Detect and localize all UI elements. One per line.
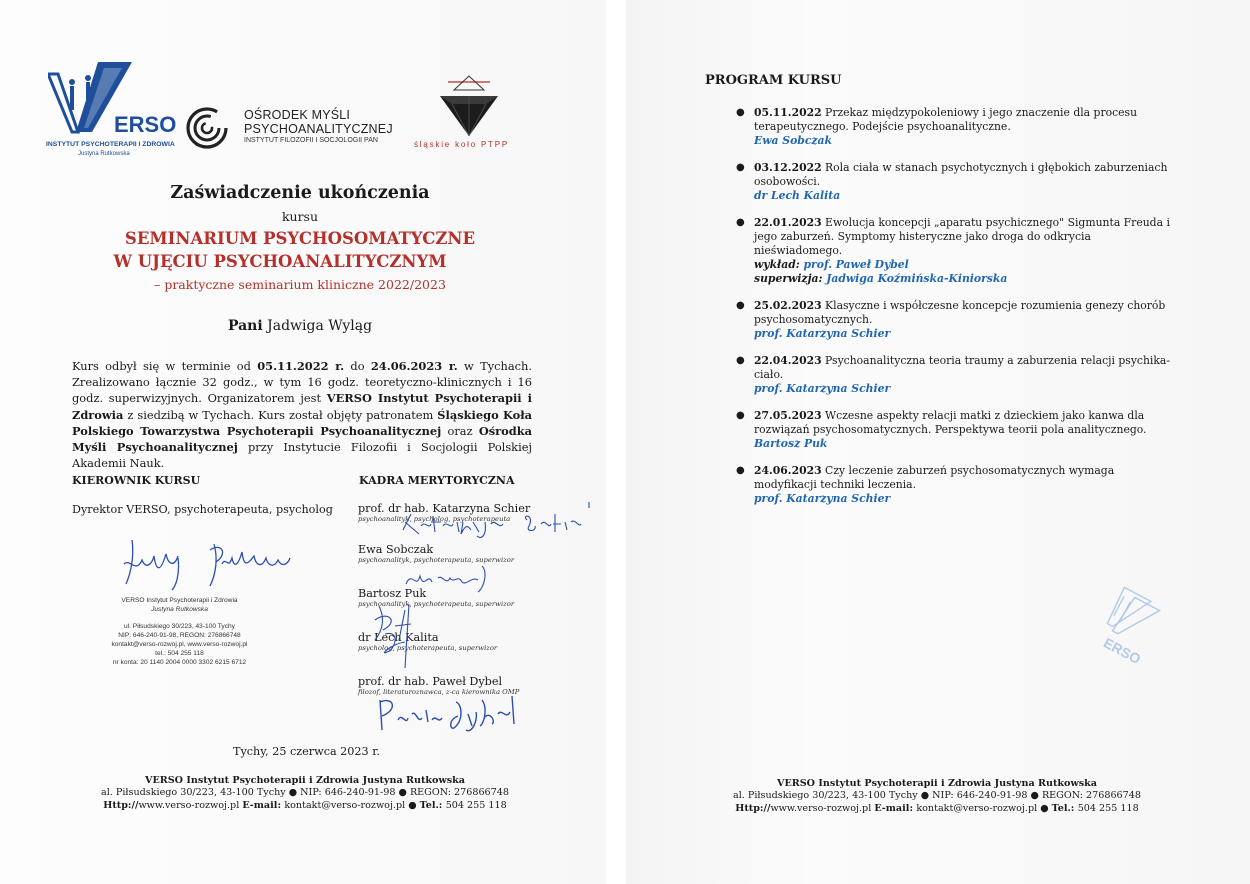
program-item xyxy=(736,409,1176,451)
ptpp-logo xyxy=(410,74,530,154)
page-gap xyxy=(606,0,626,884)
footer-tel-label: Tel.: xyxy=(1051,802,1078,814)
omp-rings-icon xyxy=(185,106,229,150)
page2-footer xyxy=(712,778,1162,815)
program-item xyxy=(736,299,1176,341)
footer-name: VERSO Instytut Psychoterapii i Zdrowia Justyna Rutkowska xyxy=(145,775,465,786)
kadra-heading: KADRA MERYTORYCZNA xyxy=(359,474,515,487)
kadra-role: psycholog, psychoterapeuta, superwizor xyxy=(358,644,498,652)
program-date: 25.02.2023 xyxy=(754,299,822,312)
seminar-title-line-2: W UJĘCIU PSYCHOANALITYCZNYM xyxy=(113,252,447,271)
program-item xyxy=(736,106,1176,148)
stamp-line-1: VERSO Instytut Psychoterapii i Zdrowia xyxy=(121,597,238,604)
recipient xyxy=(60,318,540,334)
kadra-role: psychoanalityk, psychoterapeuta, superwizor xyxy=(358,600,515,608)
verso-logo xyxy=(44,58,177,168)
bullet-icon: ● xyxy=(736,217,745,228)
program-lecturer: prof. Paweł Dybel xyxy=(803,258,909,271)
emboss-text: ERSO xyxy=(1100,634,1144,668)
recipient-name: Jadwiga Wyląg xyxy=(267,318,373,334)
certificate-title: Zaświadczenie ukończenia xyxy=(170,183,430,203)
program-topic: Czy leczenie zaburzeń psychosomatycznych wymaga modyfikacji techniki leczenia. xyxy=(754,464,1115,491)
program-lecturer: Ewa Sobczak xyxy=(754,134,833,147)
program-topic: Wczesne aspekty relacji matki z dzieckiem jako kanwa dla rozwiązań psychosomatycznych. Perspektywa teorii pola analitycznego. xyxy=(754,409,1147,436)
recipient-prefix: Pani xyxy=(227,318,263,334)
bullet-icon: ● xyxy=(736,465,745,476)
footer-email-label: E-mail: xyxy=(242,799,285,811)
stamp-line-5: kontakt@verso-rozwoj.pl, www.verso-rozwoj.pl xyxy=(111,641,248,648)
footer-name: VERSO Instytut Psychoterapii i Zdrowia Justyna Rutkowska xyxy=(777,778,1097,789)
program-date: 03.12.2022 xyxy=(754,161,822,174)
program-lecturer: prof. Katarzyna Schier xyxy=(754,382,891,395)
program-topic: Rola ciała w stanach psychotycznych i głębokich zaburzeniach osobowości. xyxy=(754,161,1168,188)
kierownik-role: Dyrektor VERSO, psychoterapeuta, psycholog xyxy=(72,503,333,516)
program-topic: Przekaz międzypokoleniowy i jego znaczenie dla procesu terapeutycznego. Podejście psychoanalityczne. xyxy=(754,106,1138,133)
program-title: PROGRAM KURSU xyxy=(705,73,842,88)
program-supervisor: Jadwiga Koźmińska-Kiniorska xyxy=(826,272,1008,285)
program-lecture-line xyxy=(754,258,1176,272)
kadra-role: filozof, literaturoznawca, z-ca kierownika OMP xyxy=(358,688,520,696)
kadra-name: Bartosz Puk xyxy=(358,587,427,600)
footer-email: kontakt@verso-rozwoj.pl ● xyxy=(916,802,1052,814)
body-text-3: w Tychach. Zrealizowano łącznie 32 godz., w tym 16 godz. teoretyczno-klinicznych i 16 godz. superwizyjnych. Organizatorem jest xyxy=(72,359,532,406)
program-item xyxy=(736,216,1176,286)
kadra-member-sobczak xyxy=(358,543,588,564)
program-topic: Klasyczne i współczesne koncepcje rozumienia genezy chorób psychosomatycznych. xyxy=(754,299,1166,326)
patron-2: Ośrodka Myśli Psychoanalitycznej xyxy=(72,423,532,455)
bullet-icon: ● xyxy=(736,355,745,366)
program-item xyxy=(736,464,1176,506)
bullet-icon: ● xyxy=(736,410,745,421)
verso-wordmark: ERSO xyxy=(114,112,177,137)
program-lecturer: prof. Katarzyna Schier xyxy=(754,492,891,505)
body-text-1: Kurs odbył się w terminie od xyxy=(72,359,258,373)
omp-logo xyxy=(185,104,400,152)
footer-http: www.verso-rozwoj.pl xyxy=(770,802,875,814)
footer-address: al. Piłsudskiego 30/223, 43-100 Tychy ● NIP: 646-240-91-98 ● REGON: 276866748 xyxy=(101,787,509,799)
program-lecturer: dr Lech Kalita xyxy=(754,189,841,202)
program-topic: Ewolucja koncepcji „aparatu psychicznego" Sigmunta Freuda i jego zaburzeń. Symptomy histeryczne jako droga do odkrycia nieświadomego. xyxy=(754,216,1170,257)
body-text-2: do xyxy=(344,359,371,373)
certificate-body xyxy=(72,358,532,471)
program-item xyxy=(736,354,1176,396)
kadra-role: psychoanalityk, psycholog, psychoterapeuta xyxy=(358,515,511,523)
program-list xyxy=(736,106,1176,506)
place-date: Tychy, 25 czerwca 2023 r. xyxy=(233,745,380,758)
verso-subtitle: INSTYTUT PSYCHOTERAPII I ZDROWIA xyxy=(46,141,175,148)
program-date: 05.11.2022 xyxy=(754,106,822,119)
start-date: 05.11.2022 r. xyxy=(257,359,345,373)
body-text-5: oraz xyxy=(441,423,479,438)
omp-line-2: PSYCHOANALITYCZNEJ xyxy=(244,122,393,136)
verso-stamp xyxy=(72,596,287,667)
seminar-subtitle: – praktyczne seminarium kliniczne 2022/2023 xyxy=(154,277,446,292)
program-topic: Psychoanalityczna teoria traumy a zaburzenia relacji psychika-ciało. xyxy=(754,354,1171,381)
diamond-icon xyxy=(434,74,504,138)
footer-tel: 504 255 118 xyxy=(1077,802,1139,814)
kadra-member-puk xyxy=(358,587,588,608)
kadra-member-dybel xyxy=(358,675,588,696)
footer-address: al. Piłsudskiego 30/223, 43-100 Tychy ● NIP: 646-240-91-98 ● REGON: 276866748 xyxy=(733,790,1141,802)
certificate-kursu: kursu xyxy=(281,209,319,224)
organizer: VERSO Instytut Psychoterapii i Zdrowia xyxy=(72,391,532,422)
stamp-line-2: Justyna Rutkowska xyxy=(151,606,208,613)
ptpp-caption: śląskie koło PTPP xyxy=(414,140,510,149)
dybel-signature xyxy=(372,690,522,734)
stamp-line-7: nr konta: 20 1140 2004 0000 3302 6215 6712 xyxy=(112,659,247,666)
omp-line-1: OŚRODEK MYŚLI xyxy=(244,108,351,122)
program-date: 24.06.2023 xyxy=(754,464,822,477)
verso-emboss-seal-icon xyxy=(1095,585,1165,675)
supervision-label: superwizja: xyxy=(754,272,827,285)
stamp-line-4: NIP: 646-240-91-98, REGON: 276866748 xyxy=(118,632,241,639)
rutkowska-signature xyxy=(118,534,298,592)
kadra-member-kalita xyxy=(358,631,588,652)
footer-tel-label: Tel.: xyxy=(419,799,446,811)
footer-tel: 504 255 118 xyxy=(445,799,507,811)
program-lecturer: Bartosz Puk xyxy=(754,437,828,450)
omp-line-3: INSTYTUT FILOZOFII I SOCJOLOGII PAN xyxy=(244,137,378,144)
program-date: 27.05.2023 xyxy=(754,409,822,422)
program-date: 22.04.2023 xyxy=(754,354,822,367)
end-date: 24.06.2023 r. xyxy=(370,359,458,373)
kadra-name: prof. dr hab. Katarzyna Schier xyxy=(358,502,531,515)
program-supervision-line xyxy=(754,272,1176,286)
kadra-name: prof. dr hab. Paweł Dybel xyxy=(358,675,503,688)
footer-http-label: Http:// xyxy=(103,799,139,811)
bullet-icon: ● xyxy=(736,162,745,173)
footer-http: www.verso-rozwoj.pl xyxy=(138,799,243,811)
kadra-name: dr Lech Kalita xyxy=(358,631,439,644)
bullet-icon: ● xyxy=(736,107,745,118)
stamp-line-3: ul. Piłsudskiego 30/223, 43-100 Tychy xyxy=(124,623,235,630)
bullet-icon: ● xyxy=(736,300,745,311)
body-text-4: z siedzibą w Tychach. Kurs został objęty patronatem xyxy=(123,407,438,422)
kierownik-heading: KIEROWNIK KURSU xyxy=(72,474,201,487)
lecture-label: wykład: xyxy=(754,258,804,271)
kadra-member-schier xyxy=(358,502,588,523)
footer-http-label: Http:// xyxy=(735,802,771,814)
footer-email: kontakt@verso-rozwoj.pl ● xyxy=(284,799,420,811)
kadra-role: psychoanalityk, psychoterapeuta, superwizor xyxy=(358,556,515,564)
page1-footer xyxy=(80,775,530,812)
stamp-line-6: tel.: 504 255 118 xyxy=(155,650,204,657)
seminar-title-line-1: SEMINARIUM PSYCHOSOMATYCZNE xyxy=(124,229,476,248)
program-date: 22.01.2023 xyxy=(754,216,822,229)
kadra-name: Ewa Sobczak xyxy=(358,543,434,556)
program-item xyxy=(736,161,1176,203)
body-text-6: przy Instytucie Filozofii i Socjologii Polskiej Akademii Nauk. xyxy=(72,440,532,471)
verso-owner: Justyna Rutkowska xyxy=(78,151,130,157)
certificate-page xyxy=(0,0,606,884)
footer-email-label: E-mail: xyxy=(874,802,917,814)
patron-1: Śląskiego Koła Polskiego Towarzystwa Psychoterapii Psychoanalitycznej xyxy=(72,407,532,438)
program-lecturer: prof. Katarzyna Schier xyxy=(754,327,891,340)
